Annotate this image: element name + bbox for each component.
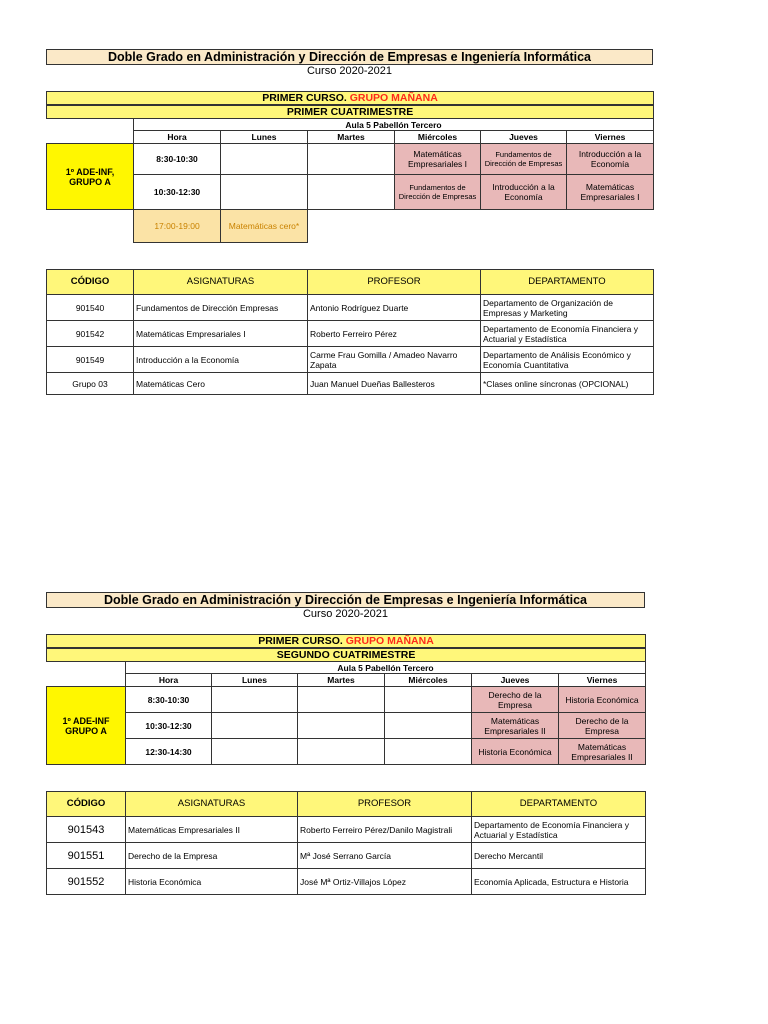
header-asignaturas: ASIGNATURAS [134,270,308,295]
class-jueves: Historia Económica [472,739,559,765]
subject-department: *Clases online síncronas (OPCIONAL) [481,373,654,395]
class-jueves: Derecho de la Empresa [472,687,559,713]
schedule-table [46,91,654,243]
header-profesor: PROFESOR [298,792,472,817]
hour-slot: 8:30-10:30 [134,144,221,175]
subject-department: Departamento de Economía Financiera y Actuarial y Estadística [472,817,646,843]
slot-lunes [212,687,298,713]
subject-professor: Roberto Ferreiro Pérez [308,321,481,347]
subject-code: 901540 [47,295,134,321]
header-viernes: Viernes [567,131,654,144]
subject-name: Matemáticas Cero [134,373,308,395]
subject-name: Matemáticas Empresariales I [134,321,308,347]
class-miercoles: Fundamentos de Dirección de Empresas [395,175,481,210]
subject-department: Departamento de Economía Financiera y Actuarial y Estadística [481,321,654,347]
semester-band: PRIMER CUATRIMESTRE [47,105,654,119]
slot-miercoles [385,739,472,765]
class-viernes: Derecho de la Empresa [559,713,646,739]
academic-year: Curso 2020-2021 [306,65,392,77]
class-miercoles: Matemáticas Empresariales I [395,144,481,175]
table-row [47,373,654,395]
subject-name: Introducción a la Economía [134,347,308,373]
header-jueves: Jueves [472,674,559,687]
header-jueves: Jueves [481,131,567,144]
slot-martes [308,144,395,175]
course-label: PRIMER CURSO. [258,635,343,647]
optional-class-lunes: Matemáticas cero* [221,210,308,243]
header-lunes: Lunes [221,131,308,144]
subject-department: Departamento de Análisis Económico y Economía Cuantitativa [481,347,654,373]
slot-lunes [221,175,308,210]
class-viernes: Matemáticas Empresariales I [567,175,654,210]
subject-code: 901542 [47,321,134,347]
subject-department: Departamento de Organización de Empresas y Marketing [481,295,654,321]
header-hora: Hora [134,131,221,144]
table-row [47,347,654,373]
blank-cell [481,210,567,243]
header-miercoles: Miércoles [385,674,472,687]
header-viernes: Viernes [559,674,646,687]
group-shift-label: GRUPO MAÑANA [345,635,434,647]
subject-professor: José Mª Ortiz-Villajos López [298,869,472,895]
slot-miercoles [385,687,472,713]
header-lunes: Lunes [212,674,298,687]
subjects-header-row [47,792,646,817]
course-band [47,635,646,649]
header-departamento: DEPARTAMENTO [481,270,654,295]
slot-miercoles [385,713,472,739]
blank-cell [308,210,395,243]
optional-hour-slot: 17:00-19:00 [134,210,221,243]
first-semester-section [46,49,653,395]
course-label: PRIMER CURSO. [262,92,347,104]
subject-name: Matemáticas Empresariales II [126,817,298,843]
table-row [47,843,646,869]
table-row [47,817,646,843]
subject-professor: Carme Frau Gomilla / Amadeo Navarro Zapata [308,347,481,373]
subject-code: 901549 [47,347,134,373]
blank-corner [47,131,134,144]
hour-slot: 12:30-14:30 [126,739,212,765]
blank-cell [395,210,481,243]
subject-professor: Juan Manuel Dueñas Ballesteros [308,373,481,395]
subject-code: Grupo 03 [47,373,134,395]
blank-cell [567,210,654,243]
class-viernes: Matemáticas Empresariales II [559,739,646,765]
slot-lunes [212,739,298,765]
class-jueves: Introducción a la Economía [481,175,567,210]
slot-martes [298,687,385,713]
subject-department: Economía Aplicada, Estructura e Historia [472,869,646,895]
group-label: 1º ADE-INF GRUPO A [47,687,126,765]
academic-year: Curso 2020-2021 [302,608,388,620]
hour-slot: 10:30-12:30 [134,175,221,210]
subject-professor: Antonio Rodríguez Duarte [308,295,481,321]
class-viernes: Introducción a la Economía [567,144,654,175]
header-asignaturas: ASIGNATURAS [126,792,298,817]
group-shift-label: GRUPO MAÑANA [349,92,438,104]
table-row [47,869,646,895]
hour-slot: 10:30-12:30 [126,713,212,739]
degree-title: Doble Grado en Administración y Dirección de Empresas e Ingeniería Informática [46,592,645,608]
class-jueves: Fundamentos de Dirección de Empresas [481,144,567,175]
subject-code: 901552 [47,869,126,895]
slot-martes [308,175,395,210]
subject-name: Historia Económica [126,869,298,895]
slot-lunes [221,144,308,175]
semester-band: SEGUNDO CUATRIMESTRE [47,648,646,662]
blank-corner [47,119,134,131]
blank-corner [47,662,126,674]
header-hora: Hora [126,674,212,687]
class-jueves: Matemáticas Empresariales II [472,713,559,739]
subjects-table [46,791,646,895]
header-martes: Martes [308,131,395,144]
degree-title: Doble Grado en Administración y Dirección de Empresas e Ingeniería Informática [46,49,653,65]
blank-corner [47,210,134,243]
header-codigo: CÓDIGO [47,792,126,817]
subjects-table [46,269,654,395]
classroom-label: Aula 5 Pabellón Tercero [134,119,654,131]
table-row [47,321,654,347]
blank-corner [47,674,126,687]
subject-code: 901551 [47,843,126,869]
header-codigo: CÓDIGO [47,270,134,295]
course-band [47,92,654,106]
hour-slot: 8:30-10:30 [126,687,212,713]
subject-name: Derecho de la Empresa [126,843,298,869]
subject-code: 901543 [47,817,126,843]
subject-name: Fundamentos de Dirección Empresas [134,295,308,321]
second-semester-section [46,592,645,895]
slot-lunes [212,713,298,739]
subject-professor: Roberto Ferreiro Pérez/Danilo Magistrali [298,817,472,843]
header-miercoles: Miércoles [395,131,481,144]
class-viernes: Historia Económica [559,687,646,713]
schedule-table [46,634,646,765]
header-martes: Martes [298,674,385,687]
subjects-header-row [47,270,654,295]
header-profesor: PROFESOR [308,270,481,295]
slot-martes [298,739,385,765]
subject-professor: Mª José Serrano García [298,843,472,869]
header-departamento: DEPARTAMENTO [472,792,646,817]
subject-department: Derecho Mercantil [472,843,646,869]
group-label: 1º ADE-INF, GRUPO A [47,144,134,210]
table-row [47,295,654,321]
slot-martes [298,713,385,739]
classroom-label: Aula 5 Pabellón Tercero [126,662,646,674]
